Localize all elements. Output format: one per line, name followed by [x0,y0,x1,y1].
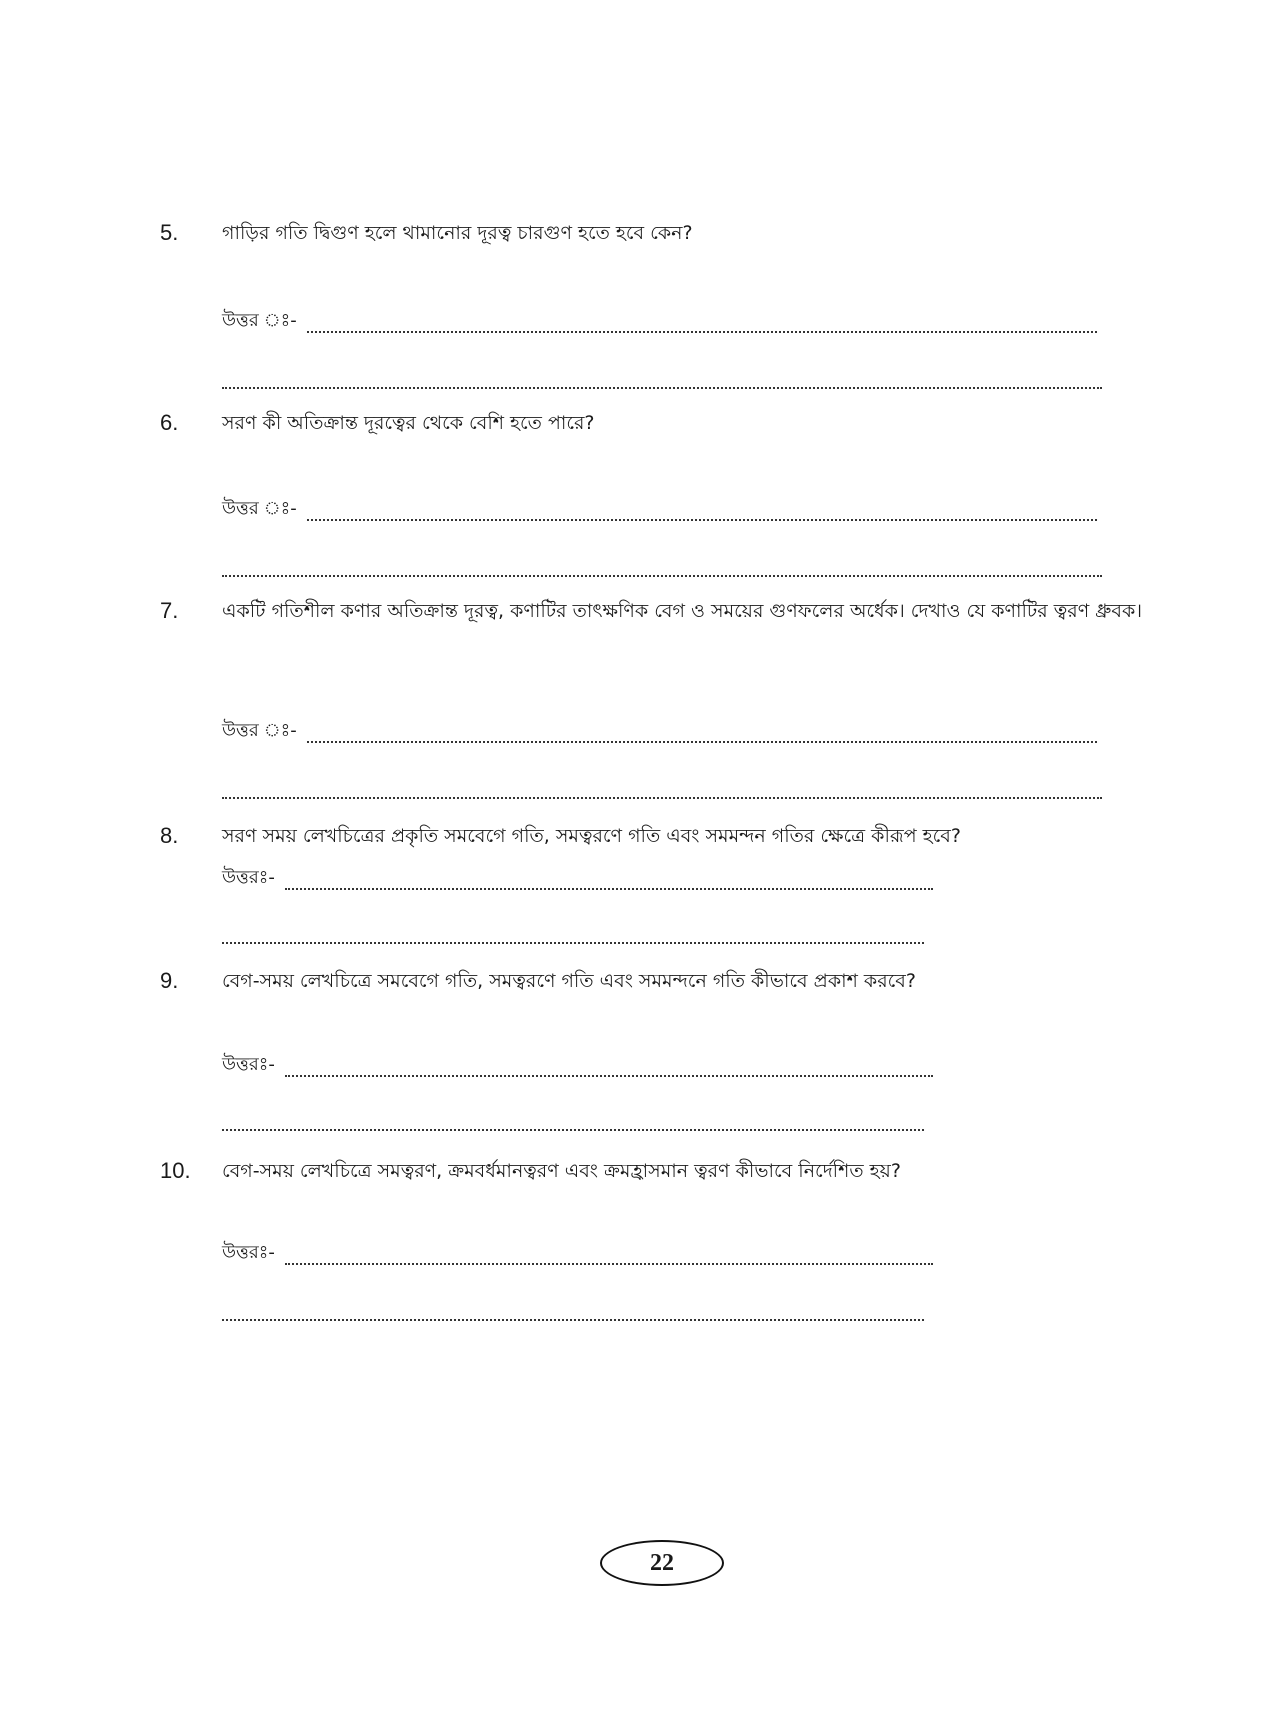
question-number: 7. [160,598,179,623]
dotted-line[interactable] [222,941,924,944]
answer-line[interactable] [222,863,933,894]
dotted-line[interactable] [222,574,1102,577]
dotted-line[interactable] [222,1128,924,1131]
dotted-line [285,887,933,890]
dotted-line [285,1262,933,1265]
dotted-line [307,518,1097,521]
question-text: বেগ-সময় লেখচিত্রে সমত্বরণ, ক্রমবর্ধমানত্বরণ এবং ক্রমহ্রাসমান ত্বরণ কীভাবে নির্দেশিত হয়? [222,1160,901,1182]
answer-label: উত্তরঃ- [222,1054,275,1075]
answer-line[interactable] [222,306,1097,337]
question-number: 10. [160,1158,191,1183]
answer-line[interactable] [222,494,1097,525]
question-text: সরণ কী অতিক্রান্ত দূরত্বের থেকে বেশি হতে পারে? [222,412,595,434]
answer-label: উত্তরঃ- [222,867,275,888]
answer-label: উত্তর ঃ- [222,310,297,331]
answer-line[interactable] [222,1050,933,1081]
dotted-line[interactable] [222,796,1102,799]
page-number: 22 [600,1540,724,1586]
question-number: 6. [160,410,179,435]
question-number: 5. [160,220,179,245]
answer-label: উত্তরঃ- [222,1242,275,1263]
dotted-line[interactable] [222,1318,924,1321]
dotted-line[interactable] [222,386,1102,389]
question-number: 8. [160,823,179,848]
question-number: 9. [160,968,179,993]
question-text: একটি গতিশীল কণার অতিক্রান্ত দূরত্ব, কণাটির তাৎক্ষণিক বেগ ও সময়ের গুণফলের অর্ধেক। দেখাও যে কণাটির ত্বরণ ধ্রুবক। [222,600,1143,622]
dotted-line [307,740,1097,743]
answer-line[interactable] [222,1238,933,1269]
answer-label: উত্তর ঃ- [222,498,297,519]
answer-line[interactable] [222,716,1097,747]
question-text: সরণ সময় লেখচিত্রের প্রকৃতি সমবেগে গতি, সমত্বরণে গতি এবং সমমন্দন গতির ক্ষেত্রে কীরূপ হবে? [222,825,961,847]
question-text: বেগ-সময় লেখচিত্রে সমবেগে গতি, সমত্বরণে গতি এবং সমমন্দনে গতি কীভাবে প্রকাশ করবে? [222,970,916,992]
dotted-line [307,330,1097,333]
answer-label: উত্তর ঃ- [222,720,297,741]
dotted-line [285,1074,933,1077]
question-text: গাড়ির গতি দ্বিগুণ হলে থামানোর দূরত্ব চারগুণ হতে হবে কেন? [222,222,693,244]
